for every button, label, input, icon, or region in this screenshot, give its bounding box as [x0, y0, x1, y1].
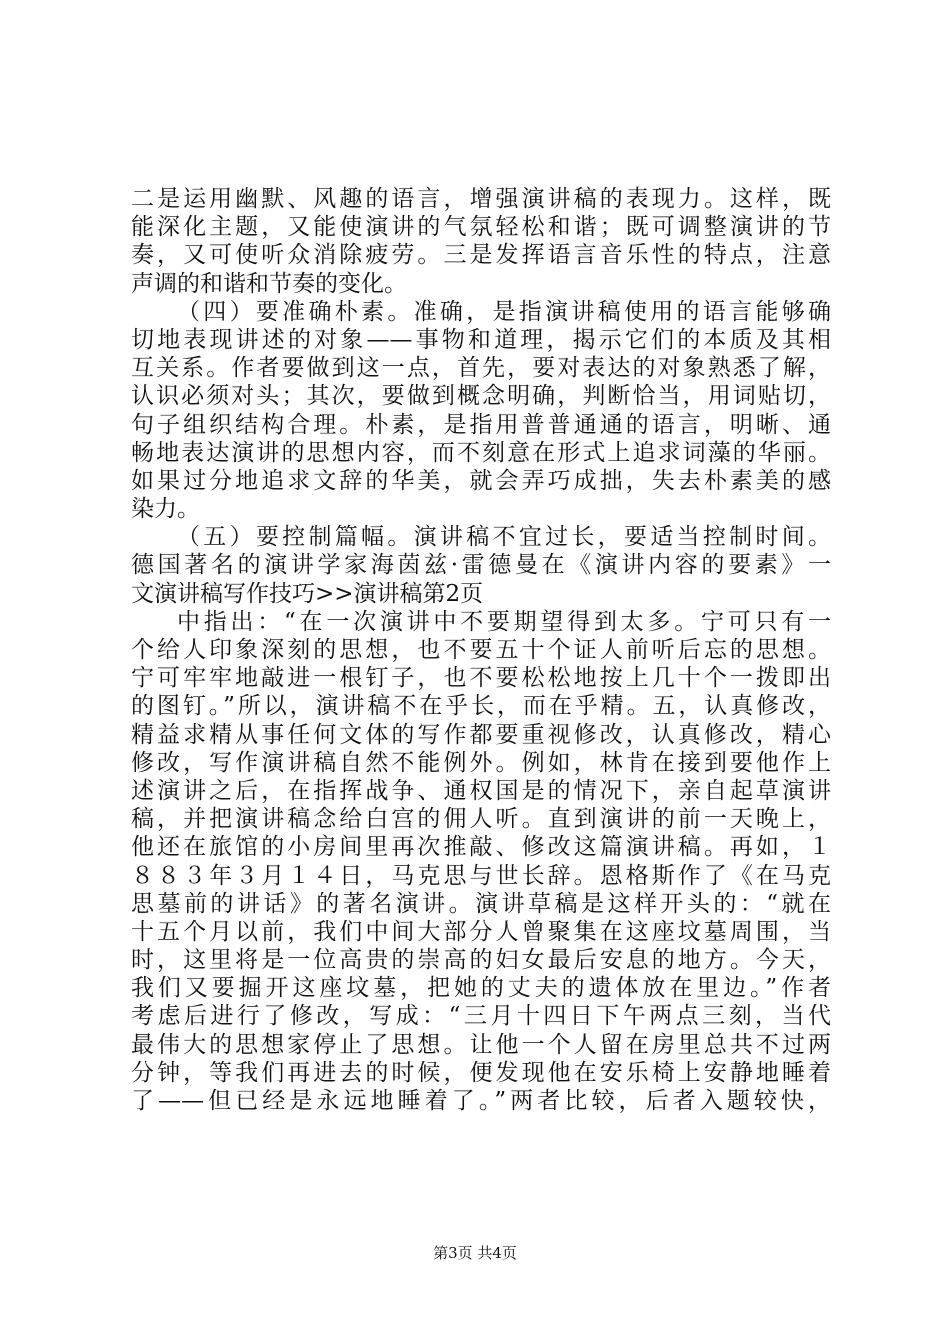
text-line: 认识必须对头；其次，要做到概念明确，判断恰当，用词贴切，	[131, 383, 831, 410]
text-line: 述演讲之后，在指挥战争、通权国是的情况下，亲自起草演讲	[131, 777, 831, 804]
text-line: 稿，并把演讲稿念给白宫的佣人听。直到演讲的前一天晚上，	[131, 806, 831, 833]
text-line: （四）要准确朴素。准确，是指演讲稿使用的语言能够确	[177, 298, 831, 325]
text-line: 个给人印象深刻的思想，也不要五十个证人前听后忘的思想。	[131, 637, 831, 663]
text-line: 他还在旅馆的小房间里再次推敲、修改这篇演讲稿。再如，１	[131, 834, 831, 861]
text-line: 宁可牢牢地敲进一根钉子，也不要松松地按上几十个一拨即出	[131, 665, 831, 692]
text-line: 切地表现讲述的对象——事物和道理，揭示它们的本质及其相	[131, 326, 831, 353]
text-line: 互关系。作者要做到这一点，首先，要对表达的对象熟悉了解，	[131, 355, 831, 382]
text-line: 分钟，等我们再进去的时候，便发现他在安乐椅上安静地睡着	[131, 1059, 831, 1086]
text-line: 奏，又可使听众消除疲劳。三是发挥语言音乐性的特点，注意	[131, 242, 831, 269]
text-line: 二是运用幽默、风趣的语言，增强演讲稿的表现力。这样，既	[131, 186, 831, 212]
text-line: 思墓前的讲话》的著名演讲。演讲草稿是这样开头的：“就在	[131, 890, 831, 917]
page-footer: 第3页 共4页	[433, 1244, 517, 1262]
text-line: 能深化主题，又能使演讲的气氛轻松和谐；既可调整演讲的节	[131, 214, 831, 241]
text-line: 我们又要掘开这座坟墓，把她的丈夫的遗体放在里边。”作者	[131, 975, 831, 1002]
text-line: 文演讲稿写作技巧>>演讲稿第2页	[131, 580, 484, 607]
text-line: 的图钉。”所以，演讲稿不在乎长，而在乎精。五，认真修改，	[131, 693, 831, 720]
text-line: 修改，写作演讲稿自然不能例外。例如，林肯在接到要他作上	[131, 749, 831, 776]
text-line: 了——但已经是永远地睡着了。”两者比较，后者入题较快，	[131, 1088, 831, 1114]
text-line: 声调的和谐和节奏的变化。	[131, 270, 407, 297]
text-line: 句子组织结构合理。朴素，是指用普普通通的语言，明晰、通	[131, 411, 831, 438]
text-line: 时，这里将是一位高贵的崇高的妇女最后安息的地方。今天，	[131, 947, 831, 974]
text-line: 畅地表达演讲的思想内容，而不刻意在形式上追求词藻的华丽。	[131, 439, 831, 466]
text-line: 考虑后进行了修改，写成：“三月十四日下午两点三刻，当代	[131, 1003, 831, 1030]
text-line: ８８３年３月１４日，马克思与世长辞。恩格斯作了《在马克	[131, 862, 831, 889]
text-line: 中指出：“在一次演讲中不要期望得到太多。宁可只有一	[177, 608, 831, 635]
text-line: 染力。	[131, 496, 200, 523]
text-line: 最伟大的思想家停止了思想。让他一个人留在房里总共不过两	[131, 1031, 831, 1058]
text-line: 如果过分地追求文辞的华美，就会弄巧成拙，失去朴素美的感	[131, 467, 831, 494]
text-line: 精益求精从事任何文体的写作都要重视修改，认真修改，精心	[131, 721, 831, 748]
body-text	[131, 185, 831, 1115]
text-line: （五）要控制篇幅。演讲稿不宜过长，要适当控制时间。	[177, 524, 831, 551]
text-line: 德国著名的演讲学家海茵兹·雷德曼在《演讲内容的要素》一	[131, 552, 831, 579]
text-line: 十五个月以前，我们中间大部分人曾聚集在这座坟墓周围，当	[131, 918, 831, 945]
